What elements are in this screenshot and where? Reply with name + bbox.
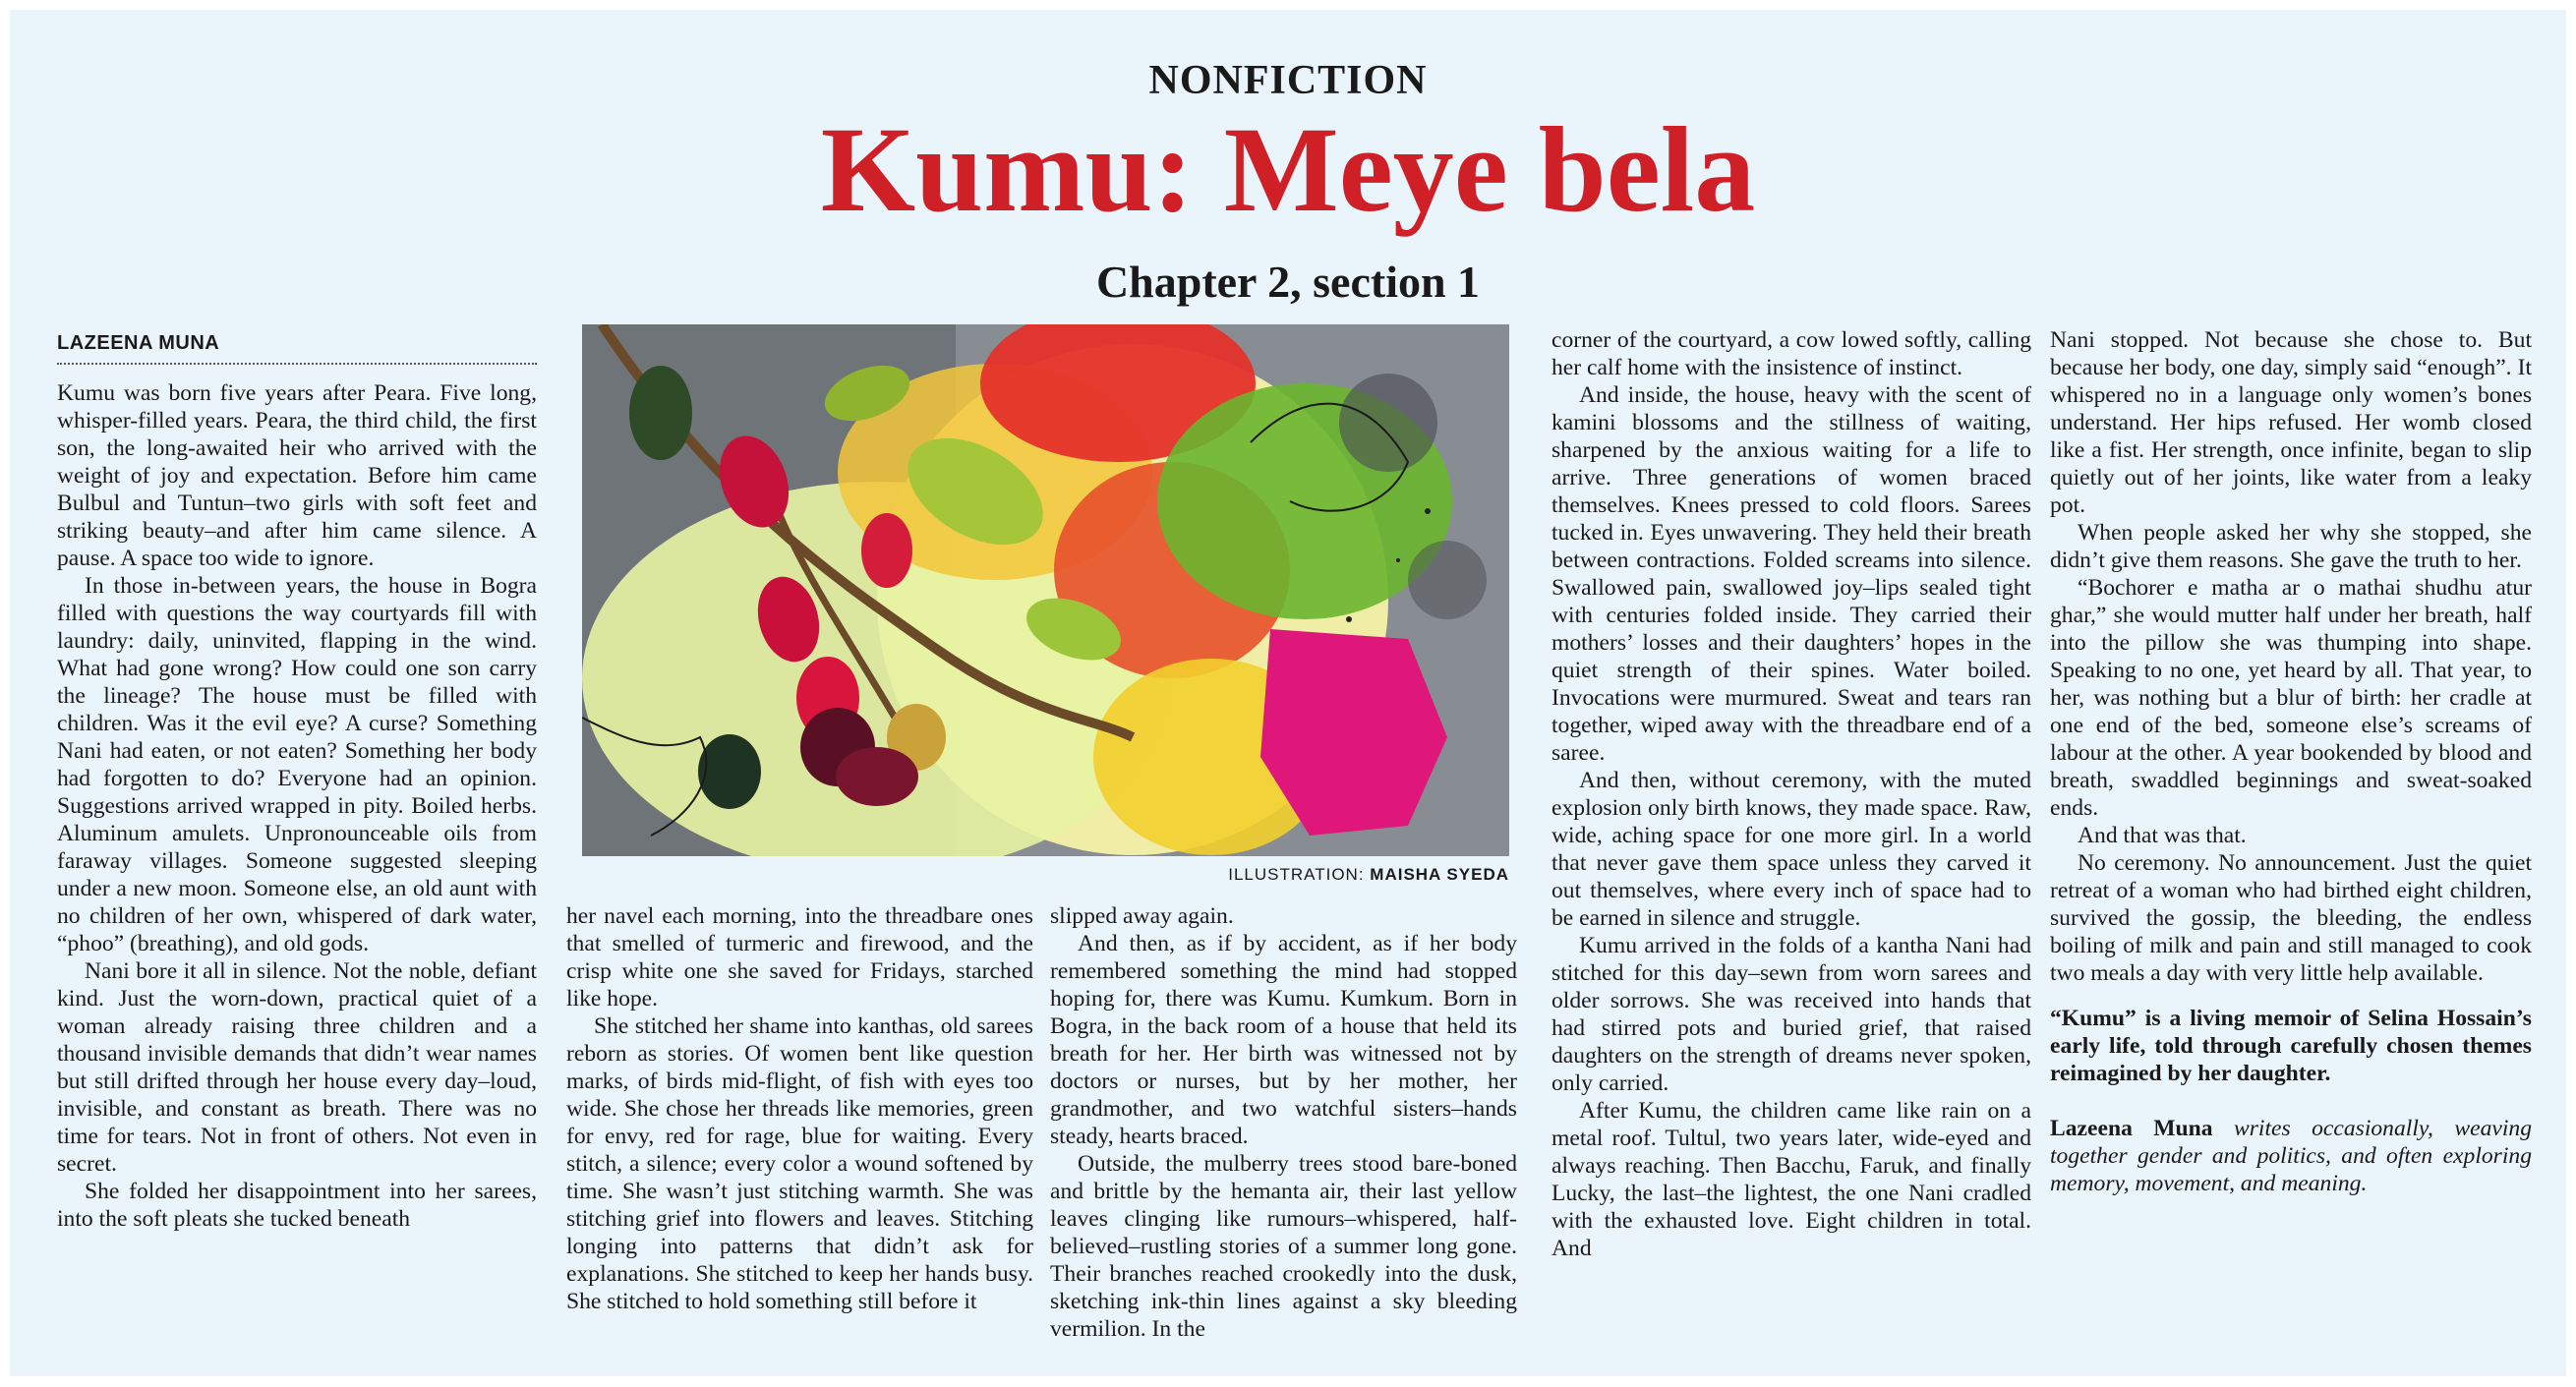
paragraph: “Bochorer e matha ar o mathai shudhu atur ghar,” she would mutter half under her breath, half into the pillow she was thumping into shape. Speaking to no one, yet heard by all. That year, to her, was nothing but a blur of birth: her cradle at one end of the bed, someone else’s screams of labour at the other. A year bookended by blood and breath, swaddled beginnings and sweat-soaked ends. bbox=[2050, 575, 2532, 821]
headline: Kumu: Meye bela bbox=[820, 102, 1756, 237]
red-mulberry bbox=[861, 513, 912, 588]
article-column-2 bbox=[566, 902, 1033, 1315]
paragraph: Kumu arrived in the folds of a kantha Nani had stitched for this day–sewn from worn sarees and older sorrows. She was received into hands that had stirred pots and buried grief, that raised daughters on the strength of dreams never spoken, only carried. bbox=[1551, 933, 2031, 1096]
paragraph: Nani stopped. Not because she chose to. But because her body, one day, simply said “enough”. It whispered no in a language only women’s bones understand. Her hips refused. Her womb closed like a fist. Her strength, once infinite, began to slip quietly out of her joints, like water from a leaky pot. bbox=[2050, 327, 2532, 518]
paragraph: slipped away again. bbox=[1050, 903, 1234, 929]
paragraph: Kumu was born five years after Peara. Five long, whisper-filled years. Peara, the third child, the first son, the long-awaited heir who arrived with the weight of joy and expectation. Before him came Bulbul and Tuntun–two girls with soft feet and striking beauty–and after him came silence. A pause. A space too wide to ignore. bbox=[57, 380, 537, 571]
credit-label: ILLUSTRATION: bbox=[1228, 865, 1365, 884]
paragraph: And then, without ceremony, with the muted explosion only birth knows, they made space. Raw, wide, aching space for one more girl. In a world that never gave them space unless they carved it out themselves, where every inch of space had to be earned in silence and struggle. bbox=[1551, 768, 2031, 931]
section-kicker: NONFICTION bbox=[1148, 58, 1428, 103]
mulberry-illustration bbox=[582, 324, 1509, 856]
paragraph: And inside, the house, heavy with the scent of kamini blossoms and the stillness of waiting, sharpened by the anxious waiting for a life to arrive. Three generations of women braced themselves. Knees pressed to cold floors. Sarees tucked in. Eyes unwavering. They held their breath between contractions. Folded screams into silence. Swallowed pain, swallowed joy–lips sealed tight with centuries folded inside. They carried their mothers’ losses and their daughters’ hopes in the quiet strength of their spines. Water boiled. Invocations were murmured. Sweat and tears ran together, wiped away with the threadbare end of a saree. bbox=[1551, 382, 2031, 766]
paragraph: No ceremony. No announcement. Just the quiet retreat of a woman who had birthed eight children, survived the gossip, the bleeding, the endless boiling of milk and pain and still managed to cook two meals a day with very little help available. bbox=[2050, 850, 2532, 986]
paragraph: In those in-between years, the house in Bogra filled with questions the way courtyards fill with laundry: daily, uninvited, flapping in the wind. What had gone wrong? How could one son carry the lineage? The house must be filled with children. Was it the evil eye? A curse? Something Nani had eaten, or not eaten? Something her body had forgotten to do? Everyone had an opinion. Suggestions arrived wrapped in pity. Boiled herbs. Aluminum amulets. Unpronounceable oils from faraway villages. Someone suggested sleeping under a new moon. Someone else, an old aunt with no children of her own, whispered of dark water, “phoo” (breathing), and old gods. bbox=[57, 573, 537, 956]
paragraph: She folded her disappointment into her sarees, into the soft pleats she tucked beneath bbox=[57, 1179, 537, 1232]
author-name: Lazeena Muna bbox=[2050, 1116, 2213, 1141]
author-bio bbox=[2050, 1115, 2532, 1197]
dark-mulberry bbox=[629, 366, 692, 460]
paragraph: corner of the courtyard, a cow lowed softly, calling her calf home with the insistence of instinct. bbox=[1551, 327, 2031, 380]
illustration-credit bbox=[582, 865, 1509, 885]
byline: LAZEENA MUNA bbox=[57, 332, 537, 365]
article-column-3 bbox=[1050, 902, 1517, 1343]
paragraph: Nani bore it all in silence. Not the noble, defiant kind. Just the worn-down, practical quiet of a woman already raising three children and a thousand invisible demands that didn’t wear names but still drifted through her house every day–loud, invisible, and constant as breath. There was no time for tears. Not in front of others. Not even in secret. bbox=[57, 958, 537, 1177]
memoir-tagline: “Kumu” is a living memoir of Selina Hossain’s early life, told through carefully chosen themes reimagined by her daughter. bbox=[2050, 1006, 2532, 1086]
paragraph: her navel each morning, into the threadbare ones that smelled of turmeric and firewood, and the crisp white one she saved for Fridays, starched like hope. bbox=[566, 903, 1033, 1011]
newspaper-page bbox=[10, 10, 2566, 1376]
paragraph: Outside, the mulberry trees stood bare-boned and brittle by the hemanta air, their last yellow leaves clinging like rumours–whispered, half-believed–rustling stories of a summer long gone. Their branches reached crookedly into the dusk, sketching ink-thin lines against a sky bleeding vermilion. In the bbox=[1050, 1151, 1517, 1342]
paragraph: And then, as if by accident, as if her body remembered something the mind had stopped hoping for, there was Kumu. Kumkum. Born in Bogra, in the back room of a house that held its breath for her. Her birth was witnessed not by doctors or nurses, but by her mother, her grandmother, and two watchful sisters–hands steady, hearts braced. bbox=[1050, 931, 1517, 1149]
dark-mulberry bbox=[836, 747, 918, 806]
paragraph: After Kumu, the children came like rain on a metal roof. Tultul, two years later, wide-eyed and always reaching. Then Bacchu, Faruk, and finally Lucky, the last–the lightest, the one Nani cradled with the exhausted love. Eight children in total. And bbox=[1551, 1098, 2031, 1261]
paragraph: She stitched her shame into kanthas, old sarees reborn as stories. Of women bent like question marks, of birds mid-flight, of fish with eyes too wide. She chose her threads like memories, green for envy, red for rage, blue for waiting. Every stitch, a silence; every color a wound softened by time. She wasn’t just stitching warmth. She was stitching grief into flowers and leaves. Stitching longing into patterns that didn’t ask for explanations. She stitched to keep her hands busy. She stitched to hold something still before it bbox=[566, 1013, 1033, 1314]
dark-mulberry bbox=[698, 734, 761, 809]
paragraph: When people asked her why she stopped, she didn’t give them reasons. She gave the truth to her. bbox=[2050, 520, 2532, 573]
paragraph: And that was that. bbox=[2078, 823, 2247, 848]
article-column-1 bbox=[57, 379, 537, 1233]
article-column-4 bbox=[1551, 326, 2031, 1262]
chapter-subtitle: Chapter 2, section 1 bbox=[1095, 257, 1481, 307]
article-column-5 bbox=[2050, 326, 2532, 1197]
credit-name: MAISHA SYEDA bbox=[1370, 865, 1509, 884]
author-bio-text: writes occasionally, weaving together gender and politics, and often exploring memory, movement, and meaning. bbox=[2050, 1116, 2532, 1196]
